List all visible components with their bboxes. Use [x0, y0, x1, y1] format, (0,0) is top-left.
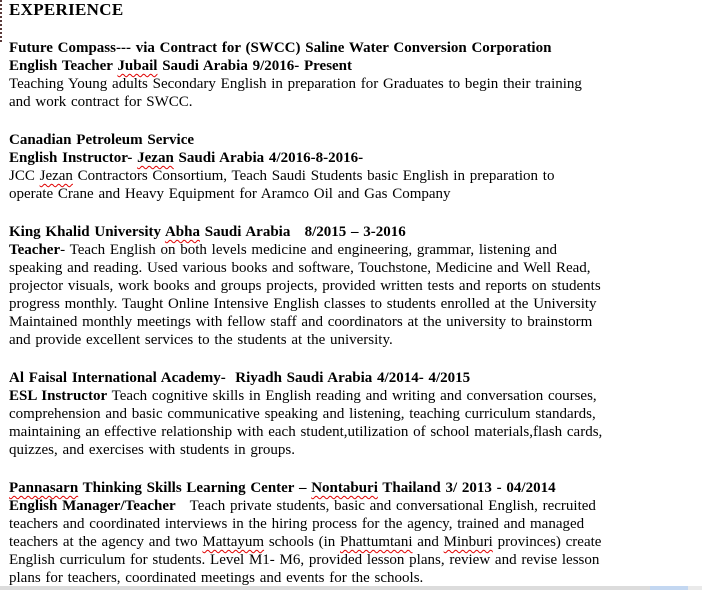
text-run: English curriculum for students. Level M1- M6, provided lesson plans, review and revise lesson: [9, 552, 600, 568]
text-run: and: [412, 534, 444, 550]
text-run: Saudi Arabia 9/2016- Present: [157, 58, 353, 74]
misspelled-word: Minburi: [443, 534, 493, 550]
text-line: [9, 515, 659, 533]
text-run: teachers and coordinated interviews in the hiring process for the agency, trained and managed: [9, 516, 585, 532]
text-line: [9, 441, 659, 459]
text-run: Teach cognitive skills in English reading and writing and conversation courses,: [107, 388, 597, 404]
text-run: provinces) create: [492, 534, 602, 550]
horizontal-scrollbar[interactable]: [0, 586, 702, 590]
text-line: [9, 551, 659, 569]
horizontal-scrollbar-track[interactable]: [0, 586, 688, 590]
text-run: and provide excellent services to the students at the university.: [9, 332, 393, 348]
text-run: Al Faisal International Academy- Riyadh Saudi Arabia 4/2014- 4/2015: [9, 370, 471, 386]
experience-section: [9, 369, 659, 459]
misspelled-word: Jezan: [137, 150, 174, 166]
misspelled-word: Nontaburi: [311, 480, 378, 496]
text-line: [9, 39, 659, 57]
misspelled-word: Jubail: [117, 58, 158, 74]
text-line: [9, 387, 659, 405]
text-run: Contractors Consortium, Teach Saudi Students basic English in preparation to: [72, 168, 555, 184]
misspelled-word: Pannasarn: [9, 480, 79, 496]
text-line: [9, 131, 659, 149]
experience-sections: [9, 39, 659, 587]
experience-section: [9, 131, 659, 203]
text-line: [9, 295, 659, 313]
text-run: operate Crane and Heavy Equipment for Aramco Oil and Gas Company: [9, 186, 451, 202]
text-line: [9, 185, 659, 203]
left-margin-marker: [0, 0, 2, 42]
text-run: Canadian Petroleum Service: [9, 132, 195, 148]
text-run: progress monthly. Taught Online Intensive English classes to students enrolled at the University: [9, 296, 597, 312]
text-run: JCC: [9, 168, 40, 184]
text-line: [9, 241, 659, 259]
text-line: [9, 569, 659, 587]
misspelled-word: Phattumtani: [340, 534, 413, 550]
text-run: Teach private students, basic and conversational English, recruited: [175, 498, 596, 514]
text-line: [9, 75, 659, 93]
text-line: [9, 223, 659, 241]
text-run: Maintained monthly meetings with fellow staff and coordinators at the university to brainstorm: [9, 314, 593, 330]
text-run: maintaining an effective relationship with each student,utilization of school materials,flash cards,: [9, 424, 603, 440]
text-line: [9, 497, 659, 515]
experience-section: [9, 479, 659, 587]
misspelled-word: Mattayum: [202, 534, 265, 550]
text-line: [9, 277, 659, 295]
text-run: English Manager/Teacher: [9, 498, 176, 514]
experience-section: [9, 223, 659, 349]
experience-heading: EXPERIENCE: [9, 0, 124, 19]
text-line: [9, 167, 659, 185]
text-run: King Khalid University: [9, 224, 165, 240]
text-run: Future Compass--- via Contract for (SWCC) Saline Water Conversion Corporation: [9, 40, 552, 56]
text-run: Thailand 3/ 2013 - 04/2014: [377, 480, 556, 496]
text-line: [9, 313, 659, 331]
text-line: [9, 259, 659, 277]
text-run: Saudi Arabia 8/2015 – 3-2016: [199, 224, 406, 240]
text-run: projector visuals, work books and groups projects, provided written tests and reports on students: [9, 278, 601, 294]
text-run: Teacher: [9, 242, 61, 258]
scrollbar-corner: [688, 586, 702, 590]
text-run: schools (in: [264, 534, 340, 550]
text-run: Teaching Young adults Secondary English in preparation for Graduates to begin their training: [9, 76, 582, 92]
text-line: [9, 479, 659, 497]
text-line: [9, 331, 659, 349]
text-run: quizzes, and exercises with students in groups.: [9, 442, 295, 458]
text-run: English Teacher: [9, 58, 118, 74]
text-run: speaking and reading. Used various books and software, Touchstone, Medicine and Well Read,: [9, 260, 591, 276]
text-line: [9, 57, 659, 75]
text-run: Thinking Skills Learning Center –: [78, 480, 312, 496]
text-line: [9, 533, 659, 551]
text-line: [9, 93, 659, 111]
text-run: ESL Instructor: [9, 388, 108, 404]
text-run: - Teach English on both levels medicine and engineering, grammar, listening and: [60, 242, 557, 258]
text-run: comprehension and basic communicative speaking and listening, teaching curriculum standards,: [9, 406, 596, 422]
text-run: teachers at the agency and two: [9, 534, 203, 550]
text-line: [9, 423, 659, 441]
misspelled-word: Jezan: [39, 168, 73, 184]
text-run: plans for teachers, coordinated meetings and events for the schools.: [9, 570, 424, 586]
text-line: [9, 369, 659, 387]
text-line: [9, 149, 659, 167]
text-run: Saudi Arabia 4/2016-8-2016-: [173, 150, 364, 166]
misspelled-word: Abha: [164, 224, 200, 240]
text-run: and work contract for SWCC.: [9, 94, 193, 110]
experience-section: [9, 39, 659, 111]
text-run: English Instructor-: [9, 150, 138, 166]
text-line: [9, 405, 659, 423]
horizontal-scrollbar-thumb[interactable]: [650, 586, 688, 590]
